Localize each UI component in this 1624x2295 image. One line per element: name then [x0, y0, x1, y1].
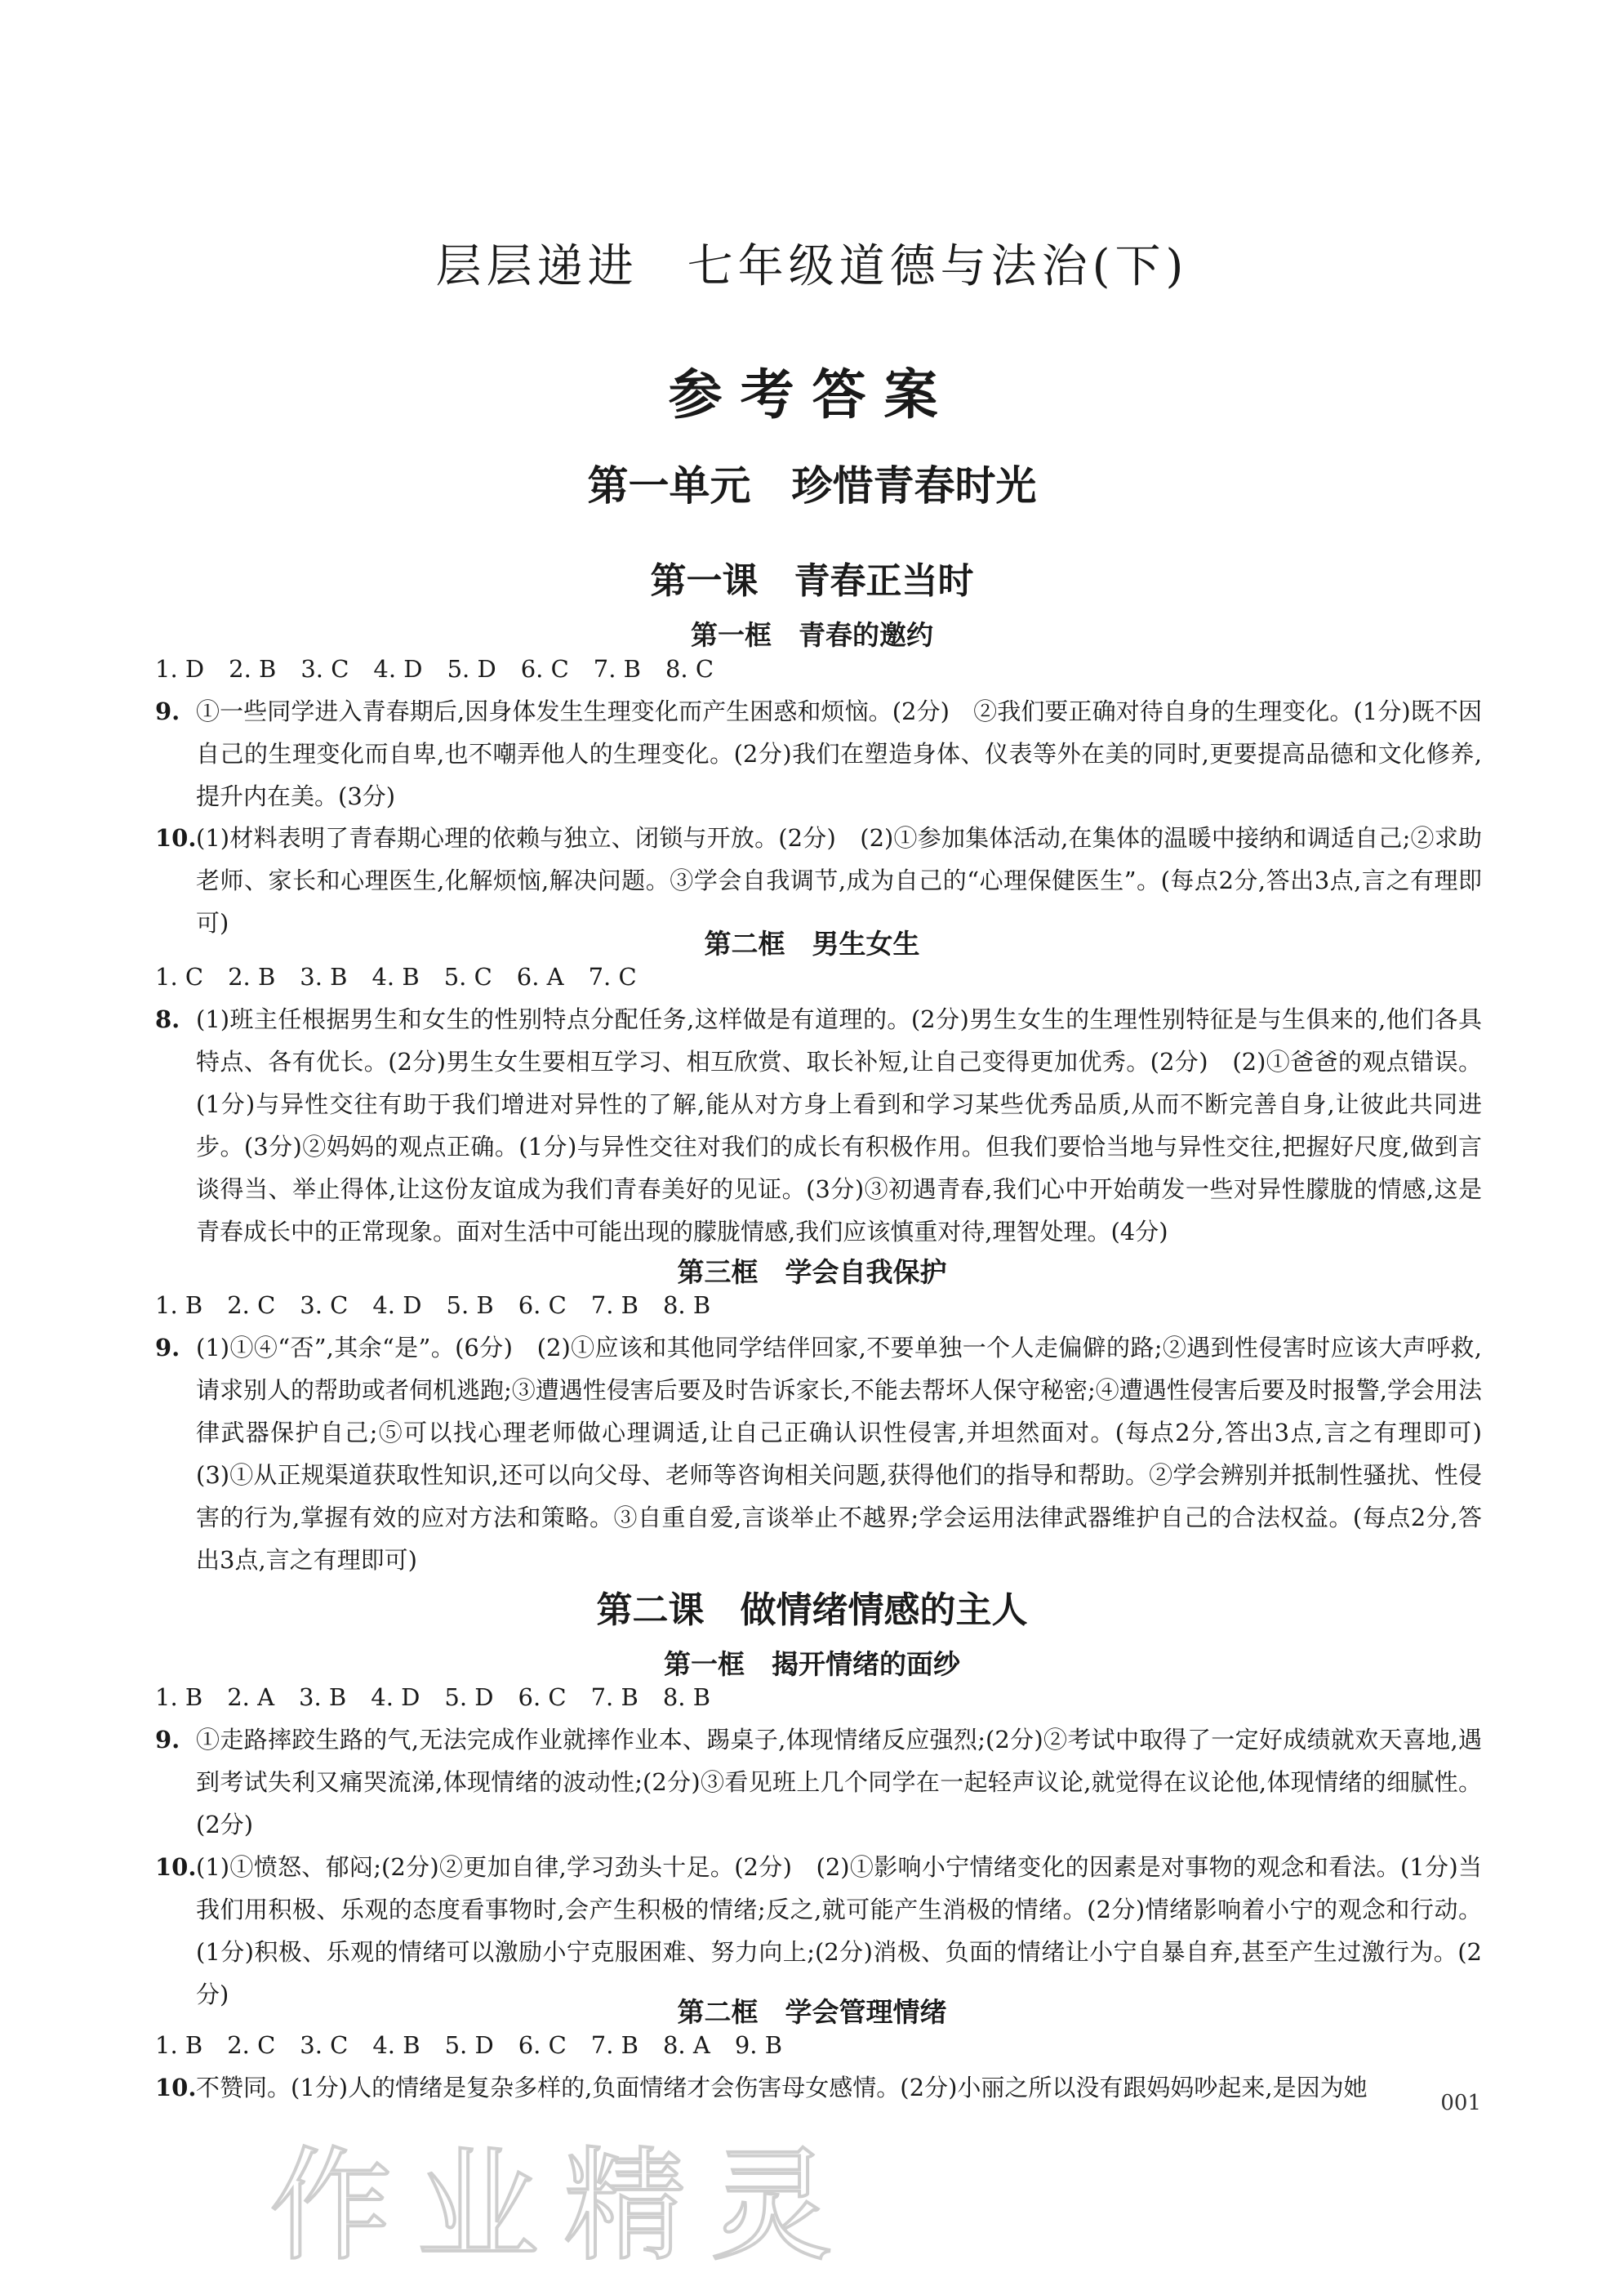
mc-item: 2. B [228, 963, 276, 991]
frame-title: 第二框 男生女生 [704, 928, 920, 960]
mc-answers [155, 956, 661, 998]
mc-answers [155, 2024, 807, 2066]
book-title [0, 230, 1624, 296]
mc-item: 8. C [665, 655, 714, 683]
mc-item: 8. B [662, 1683, 711, 1711]
mc-item: 5. D [444, 1683, 494, 1711]
mc-item: 7. C [588, 963, 637, 991]
mc-item: 6. C [520, 655, 569, 683]
frame-title: 第一框 揭开情绪的面纱 [664, 1648, 960, 1680]
lesson-title: 第一课 青春正当时 [650, 560, 974, 602]
lesson-title: 第二课 做情绪情感的主人 [596, 1589, 1028, 1631]
mc-item: 7. B [590, 1291, 638, 1319]
frame-title: 第三框 学会自我保护 [677, 1256, 947, 1288]
mc-item: 1. C [155, 963, 204, 991]
mc-item: 2. C [227, 2031, 276, 2059]
mc-item: 9. B [734, 2031, 783, 2059]
mc-item: 4. D [373, 655, 423, 683]
answer-item [155, 998, 1482, 1253]
mc-answers [155, 1676, 735, 1718]
answer-text: ①走路摔跤生路的气,无法完成作业就摔作业本、踢桌子,体现情绪反应强烈;(2分)②考试中取得了一定好成绩就欢天喜地,遇到考试失利又痛哭流涕,体现情绪的波动性;(2分)③看见班上几个同学在一起轻声议论,就觉得在议论他,体现情绪的细腻性。(2分) [196, 1726, 1482, 1838]
mc-item: 7. B [593, 655, 641, 683]
mc-item: 3. C [300, 2031, 349, 2059]
mc-item: 7. B [590, 1683, 638, 1711]
question-number: 10. [155, 824, 197, 852]
mc-item: 5. B [446, 1291, 494, 1319]
mc-item: 5. D [447, 655, 496, 683]
answer-text: ①一些同学进入青春期后,因身体发生生理变化而产生困惑和烦恼。(2分) ②我们要正确对待自身的生理变化。(1分)既不因自己的生理变化而自卑,也不嘲弄他人的生理变化。(2分)我们在塑造身体、仪表等外在美的同时,更要提高品德和文化修养,提升内在美。(3分) [196, 697, 1482, 810]
mc-item: 8. B [662, 1291, 711, 1319]
mc-item: 4. D [371, 1683, 420, 1711]
mc-item: 5. C [443, 963, 492, 991]
question-number: 9. [155, 697, 180, 725]
answer-text: (1)材料表明了青春期心理的依赖与独立、闭锁与开放。(2分) (2)①参加集体活动,在集体的温暖中接纳和调适自己;②求助老师、家长和心理医生,化解烦恼,解决问题。③学会自我调节,成为自己的“心理保健医生”。(每点2分,答出3点,言之有理即可) [196, 824, 1482, 937]
mc-item: 6. C [518, 2031, 567, 2059]
mc-item: 3. B [299, 1683, 347, 1711]
answer-item [155, 2066, 1482, 2109]
mc-item: 6. A [516, 963, 564, 991]
unit-title: 第一单元 珍惜青春时光 [587, 462, 1037, 510]
answer-text: (1)①④“否”,其余“是”。(6分) (2)①应该和其他同学结伴回家,不要单独一个人走偏僻的路;②遇到性侵害时应该大声呼救,请求别人的帮助或者伺机逃跑;③遭遇性侵害后要及时告诉家长,不能去帮坏人保守秘密;④遭遇性侵害后要及时报警,学会用法律武器保护自己;⑤可以找心理老师做心理调适,让自己正确认识性侵害,并坦然面对。(每点2分,答出3点,言之有理即可) (3)①从正规渠道获取性知识,还可以向父母、老师等咨询相关问题,获得他们的指导和帮助。②学会辨别并抵制性骚扰、性侵害的行为,掌握有效的应对方法和策略。③自重自爱,言谈举止不越界;学会运用法律武器维护自己的合法权益。(每点2分,答出3点,言之有理即可) [196, 1334, 1506, 1574]
mc-item: 7. B [590, 2031, 638, 2059]
answer-item [155, 1326, 1506, 1581]
mc-item: 3. B [300, 963, 348, 991]
mc-item: 2. B [229, 655, 277, 683]
book-series: 层层递进 [435, 240, 638, 293]
mc-item: 1. B [155, 1291, 203, 1319]
frame-title: 第二框 学会管理情绪 [677, 1996, 947, 2028]
mc-answers [155, 648, 738, 690]
answer-item [155, 690, 1482, 818]
mc-item: 1. D [155, 655, 205, 683]
question-number: 8. [155, 1005, 180, 1033]
watermark: 作业精灵 [269, 2136, 858, 2278]
question-number: 10. [155, 2074, 197, 2101]
question-number: 9. [155, 1334, 180, 1361]
mc-item: 2. A [227, 1683, 275, 1711]
mc-item: 3. C [300, 1291, 349, 1319]
mc-item: 6. C [518, 1291, 567, 1319]
page-number: 001 [1440, 2091, 1481, 2115]
mc-item: 8. A [662, 2031, 710, 2059]
answer-text: 不赞同。(1分)人的情绪是复杂多样的,负面情绪才会伤害母女感情。(2分)小丽之所以没有跟妈妈吵起来,是因为她 [196, 2074, 1368, 2101]
answer-item [155, 1846, 1482, 2016]
answers-heading: 参考答案 [668, 363, 956, 426]
question-number: 10. [155, 1853, 197, 1881]
frame-title: 第一框 青春的邀约 [691, 619, 933, 651]
answer-text: (1)班主任根据男生和女生的性别特点分配任务,这样做是有道理的。(2分)男生女生的生理性别特征是与生俱来的,他们各具特点、各有优长。(2分)男生女生要相互学习、相互欣赏、取长补短,让自己变得更加优秀。(2分) (2)①爸爸的观点错误。(1分)与异性交往有助于我们增进对异性的了解,能从对方身上看到和学习某些优秀品质,从而不断完善自身,让彼此共同进步。(3分)②妈妈的观点正确。(1分)与异性交往对我们的成长有积极作用。但我们要恰当地与异性交往,把握好尺度,做到言谈得当、举止得体,让这份友谊成为我们青春美好的见证。(3分)③初遇青春,我们心中开始萌发一些对异性朦胧的情感,这是青春成长中的正常现象。面对生活中可能出现的朦胧情感,我们应该慎重对待,理智处理。(4分) [196, 1005, 1482, 1246]
mc-item: 6. C [518, 1683, 567, 1711]
mc-item: 4. D [372, 1291, 422, 1319]
mc-answers [155, 1284, 735, 1326]
mc-item: 3. C [300, 655, 349, 683]
mc-item: 1. B [155, 1683, 203, 1711]
mc-item: 2. C [227, 1291, 276, 1319]
question-number: 9. [155, 1726, 180, 1754]
mc-item: 4. B [372, 2031, 420, 2059]
mc-item: 1. B [155, 2031, 203, 2059]
mc-item: 5. D [444, 2031, 494, 2059]
mc-item: 4. B [372, 963, 420, 991]
answer-text: (1)①愤怒、郁闷;(2分)②更加自律,学习劲头十足。(2分) (2)①影响小宁情绪变化的因素是对事物的观念和看法。(1分)当我们用积极、乐观的态度看事物时,会产生积极的情绪;反之,就可能产生消极的情绪。(2分)情绪影响着小宁的观念和行动。(1分)积极、乐观的情绪可以激励小宁克服困难、努力向上;(2分)消极、负面的情绪让小宁自暴自弃,甚至产生过激行为。(2分) [196, 1853, 1482, 2008]
book-subject: 七年级道德与法治(下) [687, 240, 1189, 293]
answer-item [155, 1718, 1482, 1846]
